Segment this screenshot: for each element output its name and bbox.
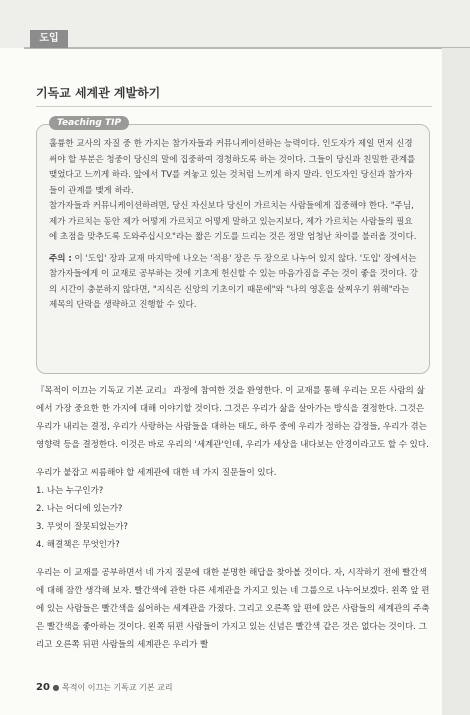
tip-note xyxy=(49,252,419,314)
page-number: 20 xyxy=(36,682,50,693)
header-band xyxy=(0,0,470,48)
body-paragraph: 우리가 붙잡고 씨름해야 할 세계관에 대한 네 가지 질문들이 있다. xyxy=(36,468,277,478)
tip-note-text: 이 '도입' 장과 교재 마지막에 나오는 '적용' 장은 두 장으로 나누어 있지 않다. '도입' 장에서는 참가자들에게 이 교재로 공부하는 것에 기초게 헌신할 수 있는 마음가짐을 주는 것이 좋을 것이다. 강의 시간이 충분하지 않다면, "지식은 신앙의 기초이기 때문에"와 "나의 영혼을 살찌우기 위해"라는 제목의 단락을 생략하고 진행할 수 있다. xyxy=(49,253,418,310)
footer-book-title: 목적이 이끄는 기독교 기본 교리 xyxy=(62,683,173,692)
teaching-tip-text xyxy=(49,137,419,314)
tip-note-label: 주의 : xyxy=(49,253,72,264)
body-text xyxy=(36,382,432,654)
section-title: 기독교 세계관 계발하기 xyxy=(36,86,161,100)
chapter-tab: 도입 xyxy=(30,30,68,48)
body-paragraph: 『목적이 이끄는 기독교 기본 교리』 과정에 참여한 것을 환영한다. 이 교재를 통해 우리는 모든 사람의 삶에서 가장 중요한 한 가지에 대해 이야기할 것이다. 그것은 우리가 삶을 살아가는 방식을 결정한다. 그것은 우리가 내리는 결정, 우리가 사랑하는 사람들을 대하는 태도, 하루 중에 우리가 정하는 감정들, 우리가 겪는 영향력 등을 결정한다. 이것은 바로 우리의 '세계관'인데, 우리가 세상을 내다보는 안경이라고도 할 수 있다. xyxy=(36,386,429,450)
question-item: 1. 나는 누구인가? xyxy=(36,486,104,496)
header-rule xyxy=(24,47,470,49)
question-item: 3. 무엇이 잘못되었는가? xyxy=(36,522,128,532)
title-rule xyxy=(36,106,432,107)
question-item: 2. 나는 어디에 있는가? xyxy=(36,504,123,514)
body-paragraph: 우리는 이 교재를 공부하면서 네 가지 질문에 대한 분명한 해답을 찾아볼 것이다. 자, 시작하기 전에 빨간색에 대해 잠깐 생각해 보자. 빨간색에 관한 다른 세계관을 가지고 있는 네 그룹으로 나누어보겠다. 왼쪽 앞 편에 있는 사람들은 빨간색을 싫어하는 세계관을 가졌다. 그리고 오른쪽 앞 편에 앉은 사람들의 세계관의 주축은 빨간색을 좋아하는 것이다. 왼쪽 뒤편 사람들이 가지고 있는 신념은 빨간색 같은 것은 없다는 것이다. 그리고 오른쪽 뒤편 사람들의 세계관은 우리가 빨 xyxy=(36,568,430,650)
side-margin-strip xyxy=(442,48,470,715)
question-list xyxy=(36,482,432,554)
teaching-tip-label: Teaching TIP xyxy=(49,116,129,130)
question-item: 4. 해결책은 무엇인가? xyxy=(36,540,120,550)
teaching-tip-box xyxy=(36,118,430,374)
page-footer xyxy=(36,682,173,693)
tip-paragraph: 참가자들과 커뮤니케이션하려면, 당신 자신보다 당신이 가르치는 사람들에게 집중해야 한다. "주님, 제가 가르치는 동안 제가 어떻게 가르치고 어떻게 말하고 있는지보다, 제가 가르치는 사람들의 필요에 초점을 맞추도록 도와주십시오"라는 짧은 기도를 드리는 것은 정말 엄청난 차이를 불러올 것이다. xyxy=(49,201,417,242)
tip-paragraph: 훌륭한 교사의 자질 중 한 가지는 참가자들과 커뮤니케이션하는 능력이다. 인도자가 제일 먼저 신경써야 할 부분은 청중이 당신의 말에 집중하여 경청하도록 하는 것이다. 그들이 당신과 친밀한 관계를 맺었다고 느끼게 하라. 앞에서 TV를 켜놓고 있는 것처럼 느끼게 하지 말라. 인도자인 당신과 참가자들이 관계를 맺게 하라. xyxy=(49,139,416,196)
footer-bullet: ● xyxy=(52,683,60,692)
